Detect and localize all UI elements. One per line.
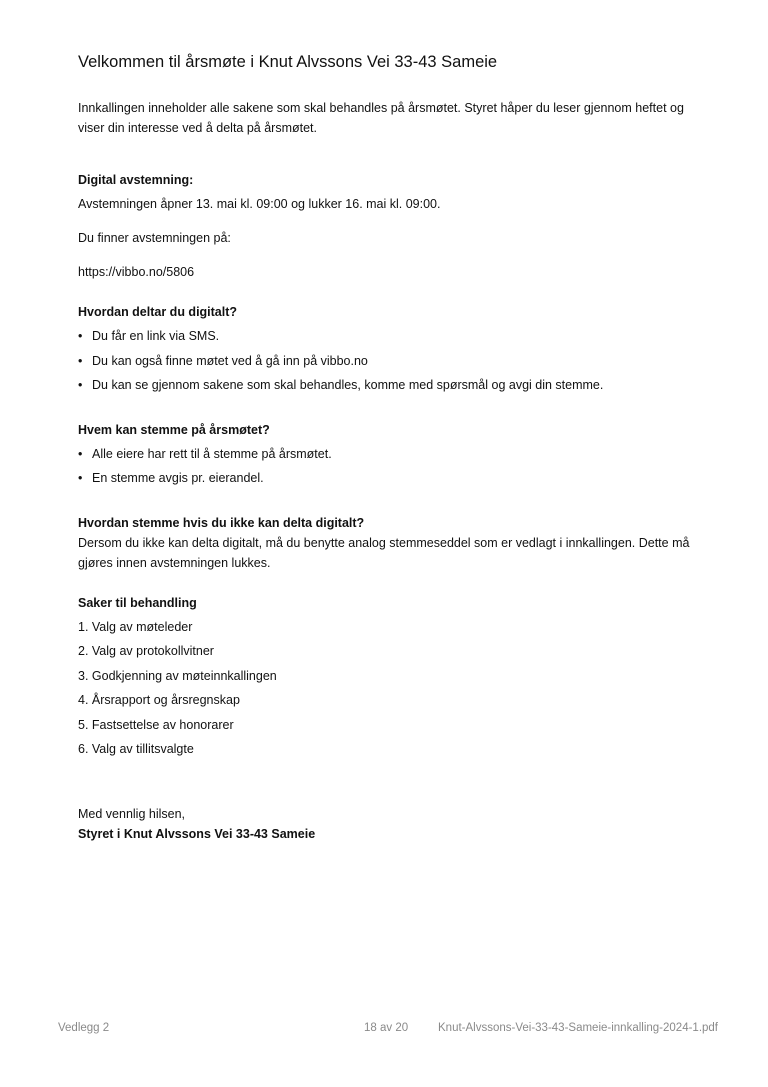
find-voting-text: Du finner avstemningen på: (78, 231, 231, 245)
list-item: • En stemme avgis pr. eierandel. (78, 468, 698, 488)
document-page (78, 50, 698, 844)
page-title: Velkommen til årsmøte i Knut Alvssons Vei 33-43 Sameie (78, 53, 498, 71)
page-footer (58, 1022, 718, 1042)
list-item: • Du kan også finne møtet ved å gå inn på vibbo.no (78, 351, 698, 371)
closing-signature: Styret i Knut Alvssons Vei 33-43 Sameie (78, 826, 316, 841)
list-item: 1. Valg av møteleder (78, 619, 193, 634)
footer-attachment-label: Vedlegg 2 (58, 1022, 110, 1034)
who-votes-heading: Hvem kan stemme på årsmøtet? (78, 422, 270, 437)
list-item: • Du får en link via SMS. (78, 326, 698, 346)
agenda-list (78, 617, 698, 760)
non-digital-text: Dersom du ikke kan delta digitalt, må du benytte analog stemmeseddel som er vedlagt i innkallingen. Dette må gjøres innen avstemningen lukkes. (78, 535, 690, 570)
list-item: 4. Årsrapport og årsregnskap (78, 693, 240, 707)
non-digital-heading: Hvordan stemme hvis du ikke kan delta digitalt? (78, 515, 365, 530)
footer-filename: Knut-Alvssons-Vei-33-43-Sameie-innkalling-2024-1.pdf (438, 1022, 718, 1034)
list-item: • Du kan se gjennom sakene som skal behandles, komme med spørsmål og avgi din stemme. (78, 375, 698, 395)
voting-period-text: Avstemningen åpner 13. mai kl. 09:00 og lukker 16. mai kl. 09:00. (78, 197, 441, 211)
who-votes-list (78, 444, 698, 489)
closing-greeting: Med vennlig hilsen, (78, 806, 186, 821)
list-item: 2. Valg av protokollvitner (78, 644, 214, 658)
intro-paragraph: Innkallingen inneholder alle sakene som skal behandles på årsmøtet. Styret håper du leser gjennom heftet og viser din interesse ved å delta på årsmøtet. (78, 101, 684, 135)
list-item: 5. Fastsettelse av honorarer (78, 717, 234, 732)
list-item: • Alle eiere har rett til å stemme på årsmøtet. (78, 444, 698, 464)
list-item: 6. Valg av tillitsvalgte (78, 742, 194, 756)
how-participate-heading: Hvordan deltar du digitalt? (78, 305, 238, 319)
list-item: 3. Godkjenning av møteinnkallingen (78, 668, 277, 683)
how-participate-list (78, 326, 698, 395)
agenda-heading: Saker til behandling (78, 595, 197, 610)
voting-url: https://vibbo.no/5806 (78, 265, 195, 279)
footer-page-number: 18 av 20 (364, 1022, 409, 1034)
digital-voting-heading: Digital avstemning: (78, 173, 194, 187)
